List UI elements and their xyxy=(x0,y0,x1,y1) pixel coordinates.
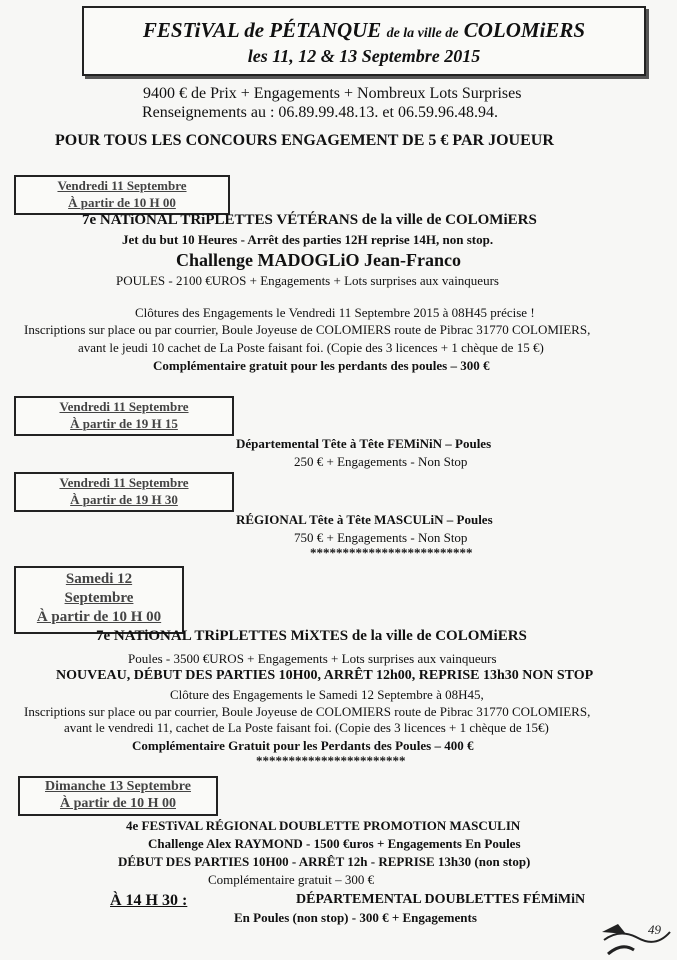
veterans-complement: Complémentaire gratuit pour les perdants des poules – 300 € xyxy=(153,358,490,373)
doublette-challenge: Challenge Alex RAYMOND - 1500 €uros + Engagements En Poules xyxy=(148,836,521,851)
date-box-friday-10h xyxy=(14,175,230,215)
afternoon-title: DÉPARTEMENTAL DOUBLETTES FÉMiMiN xyxy=(296,892,586,907)
doublette-complement: Complémentaire gratuit – 300 € xyxy=(208,872,375,887)
date-label: Vendredi 11 Septembre xyxy=(57,178,187,193)
mixtes-inscription-2: avant le vendredi 11, cachet de La Poste faisant foi. (Copie des 3 licences + 1 chèque de 15€) xyxy=(64,720,549,735)
date-label: Vendredi 11 Septembre xyxy=(59,475,189,490)
time-label: À partir de 10 H 00 xyxy=(36,609,162,625)
title-connector: de la ville de xyxy=(386,26,459,41)
mixtes-complement: Complémentaire Gratuit pour les Perdants des Poules – 400 € xyxy=(132,738,474,753)
title-festival: FESTiVAL de PÉTANQUE xyxy=(142,18,382,42)
corner-note: 49 xyxy=(648,922,661,937)
veterans-challenge: Challenge MADOGLiO Jean-Franco xyxy=(176,250,461,270)
veterans-inscription-2: avant le jeudi 10 cachet de La Poste faisant foi. (Copie des 3 licences + 1 chèque de 15 €) xyxy=(78,340,544,355)
afternoon-time: À 14 H 30 : xyxy=(110,892,188,909)
prizes-line: 9400 € de Prix + Engagements + Nombreux Lots Surprises xyxy=(143,85,522,102)
date-label: Dimanche 13 Septembre xyxy=(45,779,191,794)
title-dates: les 11, 12 & 13 Septembre 2015 xyxy=(247,46,481,66)
title-box xyxy=(82,6,646,76)
date-label: Samedi 12 xyxy=(65,571,133,587)
doublette-schedule: DÉBUT DES PARTIES 10H00 - ARRÊT 12h - REPRISE 13h30 (non stop) xyxy=(118,854,531,869)
date-box-sunday xyxy=(18,776,218,816)
contact-line: Renseignements au : 06.89.99.48.13. et 06.59.96.48.94. xyxy=(142,104,498,121)
date-label: Vendredi 11 Septembre xyxy=(59,399,189,414)
time-label: À partir de 19 H 30 xyxy=(70,492,178,507)
feminin-title: Départemental Tête à Tête FEMiNiN – Poules xyxy=(236,436,492,451)
title-line xyxy=(84,18,644,43)
mixtes-prize: Poules - 3500 €UROS + Engagements + Lots surprises aux vainqueurs xyxy=(128,651,497,666)
doublette-title: 4e FESTiVAL RÉGIONAL DOUBLETTE PROMOTION MASCULIN xyxy=(126,818,521,833)
title-town: COLOMiERS xyxy=(463,18,586,42)
date-label: Septembre xyxy=(64,590,134,606)
mixtes-closing: Clôture des Engagements le Samedi 12 Septembre à 08H45, xyxy=(170,687,484,702)
fee-line: POUR TOUS LES CONCOURS ENGAGEMENT DE 5 € PAR JOUEUR xyxy=(55,132,554,149)
mixtes-title: 7e NATiONAL TRiPLETTES MiXTES de la ville de COLOMiERS xyxy=(96,628,527,644)
masculin-title: RÉGIONAL Tête à Tête MASCULiN – Poules xyxy=(236,512,493,527)
separator-stars: *********************** xyxy=(256,753,406,768)
date-box-saturday xyxy=(14,566,184,634)
time-label: À partir de 10 H 00 xyxy=(59,796,176,811)
time-label: À partir de 10 H 00 xyxy=(68,195,176,210)
mixtes-inscription-1: Inscriptions sur place ou par courrier, Boule Joyeuse de COLOMIERS route de Pibrac 31770 COLOMIERS, xyxy=(24,704,591,719)
veterans-closing: Clôtures des Engagements le Vendredi 11 Septembre 2015 à 08H45 précise ! xyxy=(135,305,535,320)
masculin-prize: 750 € + Engagements - Non Stop xyxy=(294,530,468,545)
mixtes-nouveau: NOUVEAU, DÉBUT DES PARTIES 10H00, ARRÊT 12h00, REPRISE 13h30 NON STOP xyxy=(56,668,594,683)
time-label: À partir de 19 H 15 xyxy=(70,416,178,431)
veterans-title: 7e NATiONAL TRiPLETTES VÉTÉRANS de la ville de COLOMiERS xyxy=(82,212,537,228)
date-box-friday-19h30 xyxy=(14,472,234,512)
veterans-schedule: Jet du but 10 Heures - Arrêt des parties 12H reprise 14H, non stop. xyxy=(122,232,494,247)
feminin-prize: 250 € + Engagements - Non Stop xyxy=(294,454,468,469)
veterans-inscription-1: Inscriptions sur place ou par courrier, Boule Joyeuse de COLOMIERS route de Pibrac 31770 COLOMIERS, xyxy=(24,322,591,337)
separator-stars: ************************* xyxy=(310,545,473,560)
date-box-friday-19h15 xyxy=(14,396,234,436)
corner-doodle-icon xyxy=(600,910,677,960)
veterans-prize: POULES - 2100 €UROS + Engagements + Lots surprises aux vainqueurs xyxy=(116,273,499,288)
afternoon-prize: En Poules (non stop) - 300 € + Engagements xyxy=(234,910,477,925)
